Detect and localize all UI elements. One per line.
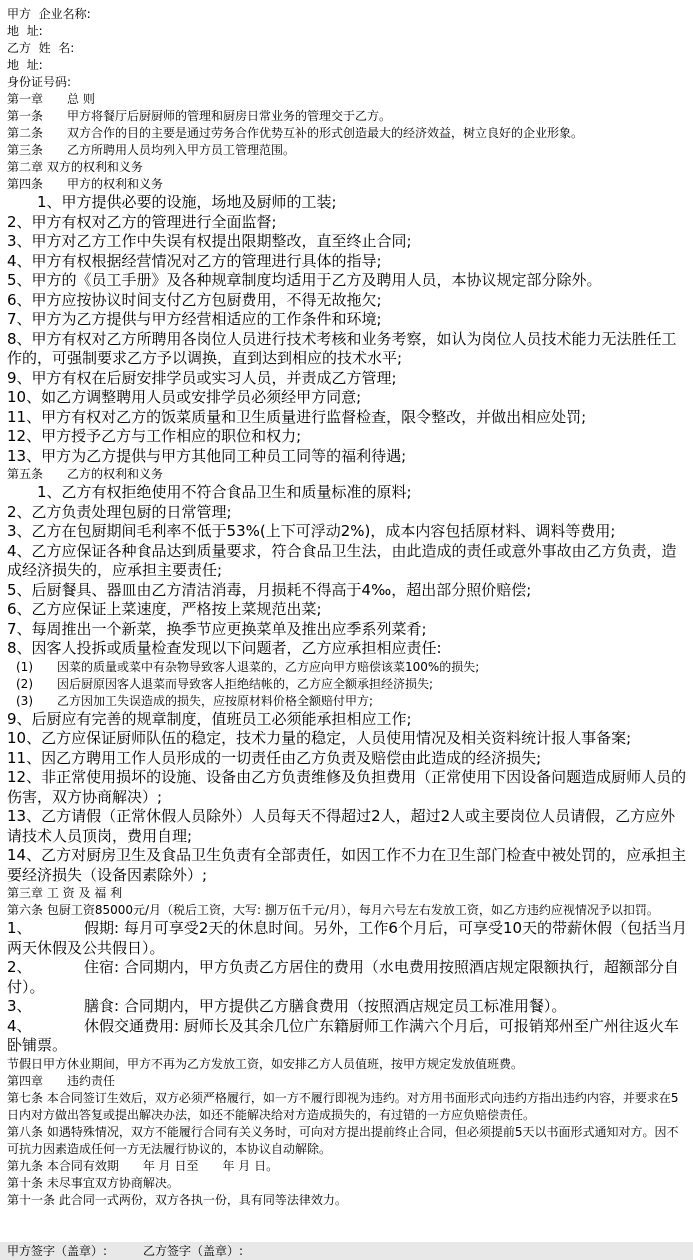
text-line: 3、甲方对乙方工作中失误有权提出限期整改，直至终止合同;	[7, 232, 412, 250]
text-line: 2、 住宿: 合同期内，甲方负责乙方居住的费用（水电费用按照酒店规定限额执行，超额部分自付）。	[7, 958, 679, 996]
text-line: 第十一条 此合同一式两份，双方各执一份，具有同等法律效力。	[7, 1192, 347, 1207]
text-line: 12、非正常使用损坏的设施、设备由乙方负责维修及负担费用（正常使用下因设备问题造成厨师人员的伤害，双方协商解决）;	[7, 768, 687, 806]
text-line: 地 址:	[7, 58, 43, 72]
text-line: 第八条 如遇特殊情况，双方不能履行合同有关义务时，可向对方提出提前终止合同，但必须提前5天以书面形式通知对方。因不可抗力因素造成任何一方无法履行协议的，本协议自动解除。	[7, 1124, 679, 1156]
text-line: 7、每周推出一个新菜，换季节应更换菜单及推出应季系列菜肴;	[7, 619, 427, 638]
text-line: 地 址:	[7, 24, 43, 38]
text-line: 6、乙方应保证上菜速度，严格按上菜规范出菜;	[7, 600, 322, 618]
blank-line	[7, 1209, 688, 1226]
text-line: 乙方 姓 名:	[7, 41, 75, 55]
text-line: 14、乙方对厨房卫生及食品卫生负责有全部责任，如因工作不力在卫生部门检查中被处罚的，应承担主要经济损失（设备因素除外）;	[7, 846, 687, 884]
text-line: 第九条 本合同有效期 年 月 日至 年 月 日。	[7, 1158, 279, 1173]
text-line: 9、后厨应有完善的规章制度，值班员工必须能承担相应工作;	[7, 709, 412, 728]
text-line: 节假日甲方休业期间，甲方不再为乙方发放工资，如安排乙方人员值班，按甲方规定发放值班费。	[7, 1056, 524, 1071]
text-line: 10、如乙方调整聘用人员或安排学员必须经甲方同意;	[7, 388, 362, 406]
text-line: 9、甲方有权在后厨安排学员或实习人员，并责成乙方管理;	[7, 368, 397, 387]
text-line: 13、乙方请假（正常休假人员除外）人员每天不得超过2人，超过2人或主要岗位人员请假，乙方应外请技术人员顶岗，费用自理;	[7, 807, 676, 845]
text-line: 8、甲方有权对乙方所聘用各岗位人员进行技术考核和业务考察，如认为岗位人员技术能力无法胜任工作的，可强制要求乙方予以调换，直到达到相应的技术水平;	[7, 329, 677, 367]
text-line: 11、甲方有权对乙方的饭菜质量和卫生质量进行监督检查，限令整改，并做出相应处罚;	[7, 407, 587, 426]
text-line: 1、乙方有权拒绝使用不符合食品卫生和质量标准的原料;	[37, 483, 412, 501]
text-line: 身份证号码:	[7, 75, 72, 89]
text-line: 4、甲方有权根据经营情况对乙方的管理进行具体的指导;	[7, 251, 382, 270]
text-line: 12、甲方授予乙方与工作相应的职位和权力;	[7, 427, 302, 445]
text-line: 11、因乙方聘用工作人员形成的一切责任由乙方负责及赔偿由此造成的经济损失;	[7, 748, 542, 767]
text-line: 13、甲方为乙方提供与甲方其他同工种员工同等的福利待遇;	[7, 446, 407, 465]
text-line: 第四章 违约责任	[7, 1073, 116, 1088]
text-line: 第二条 双方合作的目的主要是通过劳务合作优势互补的形式创造最大的经济效益，树立良好的企业形象。	[7, 126, 584, 140]
text-line: 10、乙方应保证厨师队伍的稳定，技术力量的稳定，人员使用情况及相关资料统计报人事备案;	[7, 729, 632, 747]
text-line: 7、甲方为乙方提供与甲方经营相适应的工作条件和环境;	[7, 310, 382, 328]
blank-line	[7, 1226, 688, 1243]
text-line: 第六条 包厨工资85000元/月（税后工资，大写: 捌万伍千元/月），每月六号左右发放工资，如乙方违约应视情况予以扣罚。	[7, 903, 659, 917]
text-line: 第十条 未尽事宜双方协商解决。	[7, 1175, 179, 1190]
text-line: (3) 乙方因加工失误造成的损失，应按原材料价格全额赔付甲方;	[16, 693, 374, 708]
text-line: 甲方签字（盖章）: 乙方签字（盖章）:	[7, 1243, 244, 1258]
text-line: 第三条 乙方所聘用人员均列入甲方员工管理范围。	[7, 143, 296, 157]
text-line: 1、 假期: 每月可享受2天的休息时间。另外，工作6个月后，可享受10天的带薪休假（包括当月两天休假及公共假日）。	[7, 919, 688, 957]
contract-text-body	[7, 6, 688, 1260]
text-line: 6、甲方应按协议时间支付乙方包厨费用，不得无故拖欠;	[7, 290, 382, 309]
text-line: 5、后厨餐具、器皿由乙方清洁消毒，月损耗不得高于4‰，超出部分照价赔偿;	[7, 580, 532, 599]
text-line: 5、甲方的《员工手册》及各种规章制度均适用于乙方及聘用人员，本协议规定部分除外。	[7, 271, 602, 289]
text-line: 第一章 总 则	[7, 92, 95, 106]
text-line: 第一条 甲方将餐厅后厨厨师的管理和厨房日常业务的管理交于乙方。	[7, 109, 392, 123]
text-line: 第七条 本合同签订生效后，双方必须严格履行，如一方不履行即视为违约。对方用书面形式向违约方指出违约内容，并要求在5日内对方做出答复或提出解决办法，如还不能解决给对方造成损失的，有过错的一方应负赔偿责任。	[7, 1090, 679, 1122]
text-line: 2、乙方负责处理包厨的日常管理;	[7, 502, 232, 521]
text-line: (1) 因菜的质量或菜中有杂物导致客人退菜的，乙方应向甲方赔偿该菜100%的损失;	[16, 659, 480, 674]
text-line: 3、乙方在包厨期间毛利率不低于53%(上下可浮动2%)，成本内容包括原材料、调料等费用;	[7, 522, 616, 540]
text-line: 第五条 乙方的权利和义务	[7, 467, 164, 481]
text-line: 8、因客人投拆或质量检查发现以下问题者，乙方应承担相应责任:	[7, 639, 442, 657]
text-line: 第二章 双方的权利和义务	[7, 160, 143, 174]
text-line: 2、甲方有权对乙方的管理进行全面监督;	[7, 212, 277, 231]
text-line: 4、乙方应保证各种食品达到质量要求，符合食品卫生法，由此造成的责任或意外事故由乙方负责，造成经济损失的，应承担主要责任;	[7, 541, 677, 579]
text-line: 4、 休假交通费用: 厨师长及其余几位广东籍厨师工作满六个月后，可报销郑州至广州往返火车卧铺票。	[7, 1016, 679, 1054]
text-line: 第四条 甲方的权利和义务	[7, 177, 164, 191]
text-line: 第三章 工 资 及 福 利	[7, 886, 123, 900]
text-line: (2) 因后厨原因客人退菜而导致客人拒绝结帐的，乙方应全额承担经济损失;	[16, 676, 434, 691]
text-line: 1、甲方提供必要的设施，场地及厨师的工装;	[37, 193, 337, 211]
text-line: 甲方 企业名称:	[7, 7, 91, 21]
text-line: 3、 膳食: 合同期内，甲方提供乙方膳食费用（按照酒店规定员工标准用餐）。	[7, 997, 567, 1015]
